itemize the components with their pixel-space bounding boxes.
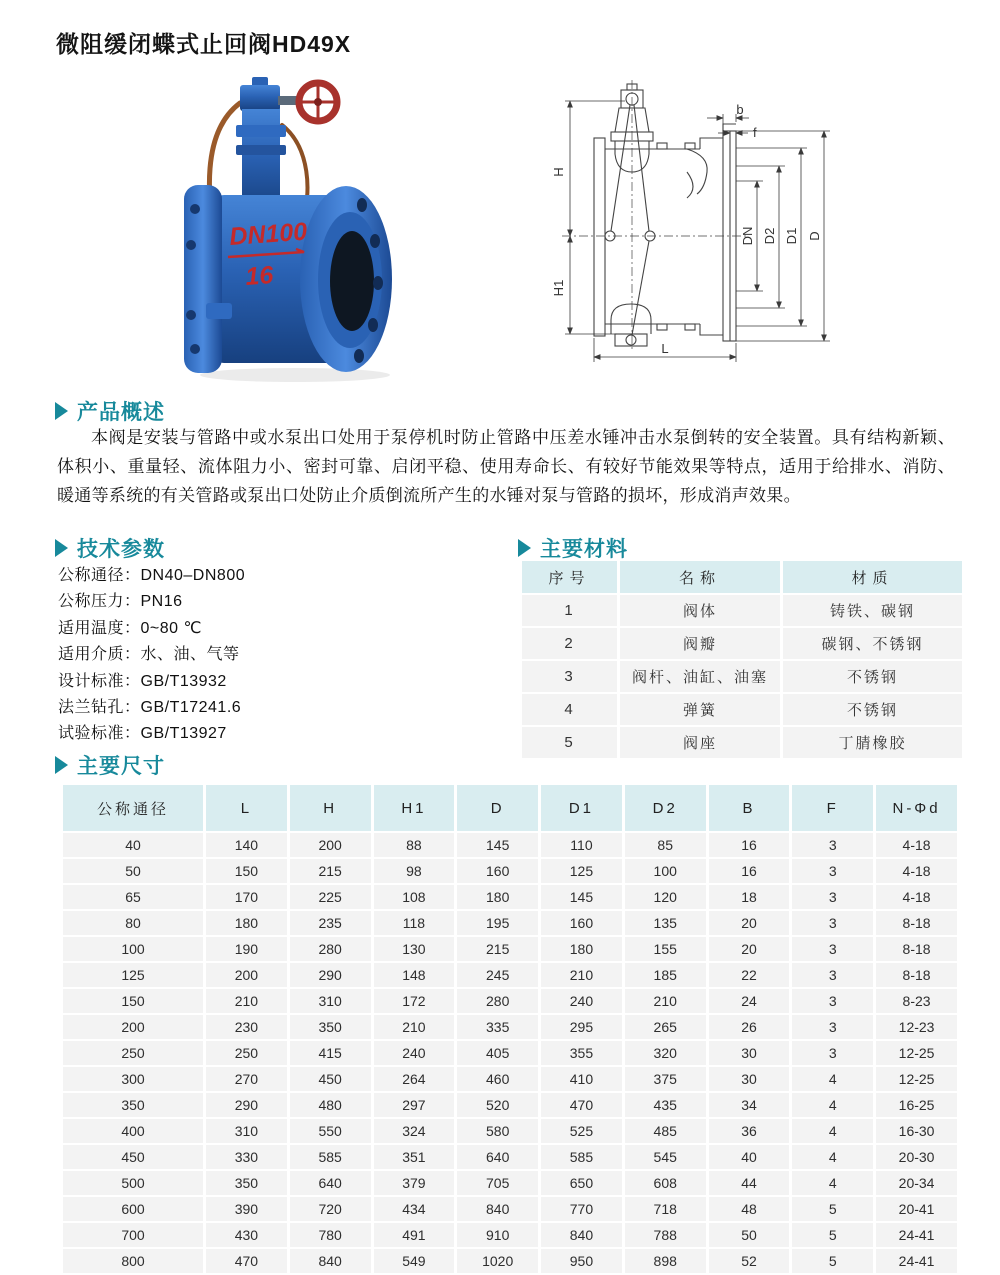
table-cell: 585 [541, 1145, 622, 1169]
table-cell: 290 [290, 963, 371, 987]
table-cell: 230 [206, 1015, 287, 1039]
table-cell: 20 [709, 937, 790, 961]
table-cell: 88 [374, 833, 455, 857]
table-cell: 210 [625, 989, 706, 1013]
column-header: B [709, 785, 790, 831]
table-cell: 阀座 [620, 727, 780, 758]
table-cell: 16-25 [876, 1093, 957, 1117]
table-cell: 4 [792, 1119, 873, 1143]
table-cell: 108 [374, 885, 455, 909]
table-cell: 295 [541, 1015, 622, 1039]
table-cell: 155 [625, 937, 706, 961]
table-cell: 50 [709, 1223, 790, 1247]
column-header: L [206, 785, 287, 831]
table-cell: 110 [541, 833, 622, 857]
table-cell: 324 [374, 1119, 455, 1143]
table-cell: 335 [457, 1015, 538, 1039]
section-heading-label: 产品概述 [77, 401, 165, 424]
table-cell: 18 [709, 885, 790, 909]
table-cell: 705 [457, 1171, 538, 1195]
table-cell: 98 [374, 859, 455, 883]
bolt-hole [368, 318, 378, 332]
table-cell: 240 [374, 1041, 455, 1065]
table-cell: 210 [541, 963, 622, 987]
table-cell: 阀杆、油缸、油塞 [620, 661, 780, 692]
dim-label-D1: D1 [784, 227, 799, 245]
table-row [522, 628, 962, 659]
section-heading-tech-params [55, 533, 165, 563]
table-cell: 718 [625, 1197, 706, 1221]
dim-label-D2: D2 [762, 227, 777, 245]
table-cell: 135 [625, 911, 706, 935]
page-title: 微阻缓闭蝶式止回阀HD49X [56, 31, 352, 57]
table-cell: 16 [709, 833, 790, 857]
table-cell: 34 [709, 1093, 790, 1117]
table-cell: 5 [792, 1197, 873, 1221]
table-cell: 3 [792, 885, 873, 909]
dim-label-H: H [551, 167, 566, 177]
table-cell: 5 [792, 1223, 873, 1247]
bolt-hole [370, 234, 380, 248]
section-heading-overview [55, 396, 165, 426]
dimensions-header-row [63, 785, 957, 831]
table-cell: 434 [374, 1197, 455, 1221]
table-cell: 300 [63, 1067, 203, 1091]
table-cell: 585 [290, 1145, 371, 1169]
table-cell: 44 [709, 1171, 790, 1195]
tech-param-line: 适用介质：水、油、气等 [58, 646, 240, 664]
table-cell: 阀瓣 [620, 628, 780, 659]
table-cell: 200 [290, 833, 371, 857]
hex-plug [206, 303, 232, 319]
table-cell: 580 [457, 1119, 538, 1143]
table-cell: 250 [206, 1041, 287, 1065]
table-cell: 2 [522, 628, 617, 659]
table-cell: 145 [457, 833, 538, 857]
table-cell: 405 [457, 1041, 538, 1065]
table-cell: 24-41 [876, 1223, 957, 1247]
table-cell: 100 [63, 937, 203, 961]
table-cell: 22 [709, 963, 790, 987]
table-cell: 265 [625, 1015, 706, 1039]
dimension-drawing [537, 76, 957, 376]
table-cell: 215 [457, 937, 538, 961]
technical-drawing [537, 76, 957, 381]
dim-label-DN: DN [740, 226, 755, 246]
table-cell: 720 [290, 1197, 371, 1221]
table-cell: 480 [290, 1093, 371, 1117]
column-header: 材质 [783, 561, 962, 593]
table-cell: 130 [374, 937, 455, 961]
table-cell: 400 [63, 1119, 203, 1143]
table-cell: 碳钢、不锈钢 [783, 628, 962, 659]
table-cell: 8-23 [876, 989, 957, 1013]
table-cell: 215 [290, 859, 371, 883]
section-arrow-icon [518, 539, 531, 557]
table-cell: 20-41 [876, 1197, 957, 1221]
tech-param-line: 公称通径：DN40–DN800 [58, 567, 246, 584]
table-cell: 210 [374, 1015, 455, 1039]
table-cell: 4-18 [876, 859, 957, 883]
table-cell: 650 [541, 1171, 622, 1195]
table-cell: 350 [206, 1171, 287, 1195]
materials-body [522, 595, 962, 758]
table-cell: 700 [63, 1223, 203, 1247]
table-row [522, 727, 962, 758]
table-cell: 770 [541, 1197, 622, 1221]
table-cell: 125 [63, 963, 203, 987]
table-cell: 65 [63, 885, 203, 909]
table-cell: 379 [374, 1171, 455, 1195]
body-label-pn: 16 [244, 261, 275, 291]
table-cell: 470 [206, 1249, 287, 1273]
table-cell: 50 [63, 859, 203, 883]
table-cell: 240 [541, 989, 622, 1013]
table-cell: 30 [709, 1067, 790, 1091]
table-cell: 190 [206, 937, 287, 961]
dim-label-L: L [661, 341, 669, 356]
table-cell: 36 [709, 1119, 790, 1143]
table-cell: 910 [457, 1223, 538, 1247]
table-cell: 4-18 [876, 885, 957, 909]
table-row [63, 1171, 957, 1195]
table-cell: 1020 [457, 1249, 538, 1273]
table-cell: 4 [792, 1171, 873, 1195]
table-cell: 12-25 [876, 1041, 957, 1065]
table-cell: 8-18 [876, 911, 957, 935]
table-cell: 3 [522, 661, 617, 692]
tech-param-line: 法兰钻孔：GB/T17241.6 [58, 698, 242, 716]
bolt-hole [357, 198, 367, 212]
table-cell: 320 [625, 1041, 706, 1065]
table-cell: 12-25 [876, 1067, 957, 1091]
column-header: F [792, 785, 873, 831]
table-row [63, 1067, 957, 1091]
table-cell: 430 [206, 1223, 287, 1247]
column-header: N-Φd [876, 785, 957, 831]
table-cell: 235 [290, 911, 371, 935]
dim-label-f: f [753, 125, 757, 140]
table-cell: 26 [709, 1015, 790, 1039]
table-cell: 410 [541, 1067, 622, 1091]
table-cell: 160 [457, 859, 538, 883]
dim-label-D: D [807, 231, 822, 241]
materials-table [519, 559, 965, 760]
table-cell: 297 [374, 1093, 455, 1117]
top-block [240, 85, 280, 111]
table-cell: 145 [541, 885, 622, 909]
table-cell: 549 [374, 1249, 455, 1273]
table-cell: 470 [541, 1093, 622, 1117]
bolt-hole [354, 349, 364, 363]
table-cell: 840 [541, 1223, 622, 1247]
table-cell: 弹簧 [620, 694, 780, 725]
table-cell: 520 [457, 1093, 538, 1117]
table-row [522, 694, 962, 725]
table-cell: 250 [63, 1041, 203, 1065]
table-cell: 200 [63, 1015, 203, 1039]
table-cell: 485 [625, 1119, 706, 1143]
table-cell: 640 [290, 1171, 371, 1195]
table-cell: 20-34 [876, 1171, 957, 1195]
section-heading-dimensions [55, 750, 165, 780]
tech-param-line: 公称压力：PN16 [58, 593, 183, 611]
valve-photo-illustration [170, 73, 430, 385]
bolt-hole [186, 240, 196, 250]
table-cell: 120 [625, 885, 706, 909]
column-header: H [290, 785, 371, 831]
tech-param-line: 设计标准：GB/T13932 [58, 672, 227, 690]
table-cell: 780 [290, 1223, 371, 1247]
tech-params-list [58, 563, 245, 748]
table-cell: 3 [792, 1041, 873, 1065]
table-cell: 351 [374, 1145, 455, 1169]
column-header: D2 [625, 785, 706, 831]
table-cell: 148 [374, 963, 455, 987]
table-cell: 150 [63, 989, 203, 1013]
table-cell: 460 [457, 1067, 538, 1091]
bolt-hole [186, 310, 196, 320]
table-row [63, 1249, 957, 1273]
table-cell: 80 [63, 911, 203, 935]
table-cell: 3 [792, 1015, 873, 1039]
table-cell: 24 [709, 989, 790, 1013]
table-cell: 180 [457, 885, 538, 909]
column-header: D1 [541, 785, 622, 831]
tech-param-line: 试验标准：GB/T13927 [58, 725, 227, 743]
table-cell: 355 [541, 1041, 622, 1065]
table-cell: 铸铁、碳钢 [783, 595, 962, 626]
table-cell: 525 [541, 1119, 622, 1143]
table-cell: 4 [792, 1145, 873, 1169]
table-cell: 840 [457, 1197, 538, 1221]
table-cell: 5 [792, 1249, 873, 1273]
table-cell: 245 [457, 963, 538, 987]
handwheel-hub [314, 98, 322, 106]
table-cell: 20 [709, 911, 790, 935]
table-cell: 180 [541, 937, 622, 961]
table-row [522, 661, 962, 692]
table-cell: 40 [63, 833, 203, 857]
bonnet-flange [236, 125, 286, 137]
table-cell: 290 [206, 1093, 287, 1117]
table-cell: 640 [457, 1145, 538, 1169]
table-cell: 435 [625, 1093, 706, 1117]
table-row [63, 1041, 957, 1065]
table-row [63, 1197, 957, 1221]
table-cell: 200 [206, 963, 287, 987]
column-header: 序号 [522, 561, 617, 593]
dim-label-b: b [736, 102, 744, 117]
table-row [63, 1093, 957, 1117]
table-row [522, 595, 962, 626]
table-cell: 12-23 [876, 1015, 957, 1039]
table-cell: 125 [541, 859, 622, 883]
table-row [63, 989, 957, 1013]
table-cell: 185 [625, 963, 706, 987]
column-header: 名称 [620, 561, 780, 593]
table-cell: 8-18 [876, 937, 957, 961]
table-row [63, 911, 957, 935]
table-cell: 3 [792, 937, 873, 961]
table-cell: 20-30 [876, 1145, 957, 1169]
product-photo [170, 73, 430, 390]
column-header: 公称通径 [63, 785, 203, 831]
table-cell: 415 [290, 1041, 371, 1065]
table-cell: 丁腈橡胶 [783, 727, 962, 758]
table-cell: 8-18 [876, 963, 957, 987]
table-cell: 40 [709, 1145, 790, 1169]
dim-label-H1: H1 [551, 279, 566, 297]
section-heading-label: 主要尺寸 [77, 755, 165, 778]
table-cell: 4-18 [876, 833, 957, 857]
table-cell: 330 [206, 1145, 287, 1169]
table-cell: 170 [206, 885, 287, 909]
dimensions-body [63, 833, 957, 1273]
table-cell: 800 [63, 1249, 203, 1273]
section-heading-label: 主要材料 [540, 538, 628, 561]
table-cell: 450 [63, 1145, 203, 1169]
table-cell: 840 [290, 1249, 371, 1273]
table-cell: 24-41 [876, 1249, 957, 1273]
table-cell: 608 [625, 1171, 706, 1195]
table-cell: 3 [792, 989, 873, 1013]
table-cell: 350 [63, 1093, 203, 1117]
table-cell: 180 [206, 911, 287, 935]
section-arrow-icon [55, 756, 68, 774]
materials-header-row [522, 561, 962, 593]
table-cell: 30 [709, 1041, 790, 1065]
table-cell: 5 [522, 727, 617, 758]
bolt-hole [373, 276, 383, 290]
table-cell: 100 [625, 859, 706, 883]
table-cell: 210 [206, 989, 287, 1013]
dimensions-table [60, 783, 960, 1275]
table-cell: 不锈钢 [783, 694, 962, 725]
table-cell: 600 [63, 1197, 203, 1221]
table-cell: 16 [709, 859, 790, 883]
table-cell: 350 [290, 1015, 371, 1039]
table-cell: 390 [206, 1197, 287, 1221]
table-row [63, 1119, 957, 1143]
table-row [63, 1015, 957, 1039]
photo-shadow [200, 368, 390, 382]
table-cell: 225 [290, 885, 371, 909]
section-heading-label: 技术参数 [77, 538, 165, 561]
left-flange [184, 185, 222, 373]
table-cell: 310 [206, 1119, 287, 1143]
table-cell: 4 [792, 1067, 873, 1091]
table-cell: 3 [792, 859, 873, 883]
table-cell: 1 [522, 595, 617, 626]
table-cell: 140 [206, 833, 287, 857]
tech-param-line: 适用温度：0~80 ℃ [58, 619, 202, 637]
table-cell: 172 [374, 989, 455, 1013]
table-cell: 3 [792, 833, 873, 857]
body-label-dn: DN100 [228, 217, 309, 251]
bonnet-flange [236, 145, 286, 155]
table-cell: 500 [63, 1171, 203, 1195]
table-cell: 阀体 [620, 595, 780, 626]
section-arrow-icon [55, 402, 68, 420]
table-cell: 3 [792, 911, 873, 935]
overview-paragraph: 本阀是安装与管路中或水泵出口处用于泵停机时防止管路中压差水锤冲击水泵倒转的安全装置。具有结构新颖、体积小、重量轻、流体阻力小、密封可靠、启闭平稳、使用寿命长、有较好节能效果等特点，适用于给排水、消防、暖通等系统的有关管路或泵出口处防止介质倒流所产生的水锤对泵与管路的损坏，形成消声效果。 [57, 428, 955, 505]
bolt-hole [190, 344, 200, 354]
section-arrow-icon [55, 539, 68, 557]
table-row [63, 833, 957, 857]
table-cell: 788 [625, 1223, 706, 1247]
column-header: H1 [374, 785, 455, 831]
table-cell: 898 [625, 1249, 706, 1273]
table-cell: 160 [541, 911, 622, 935]
table-row [63, 1223, 957, 1247]
table-cell: 16-30 [876, 1119, 957, 1143]
table-cell: 280 [457, 989, 538, 1013]
table-cell: 195 [457, 911, 538, 935]
table-cell: 264 [374, 1067, 455, 1091]
table-cell: 270 [206, 1067, 287, 1091]
table-cell: 450 [290, 1067, 371, 1091]
table-cell: 950 [541, 1249, 622, 1273]
table-row [63, 859, 957, 883]
bolt-hole [190, 204, 200, 214]
table-row [63, 963, 957, 987]
table-cell: 85 [625, 833, 706, 857]
table-cell: 48 [709, 1197, 790, 1221]
table-cell: 3 [792, 963, 873, 987]
table-cell: 280 [290, 937, 371, 961]
table-cell: 52 [709, 1249, 790, 1273]
bore-hole [330, 231, 374, 331]
table-cell: 545 [625, 1145, 706, 1169]
table-cell: 550 [290, 1119, 371, 1143]
table-cell: 150 [206, 859, 287, 883]
table-cell: 4 [522, 694, 617, 725]
column-header: D [457, 785, 538, 831]
table-cell: 375 [625, 1067, 706, 1091]
table-cell: 491 [374, 1223, 455, 1247]
table-cell: 4 [792, 1093, 873, 1117]
table-cell: 不锈钢 [783, 661, 962, 692]
table-cell: 118 [374, 911, 455, 935]
table-cell: 310 [290, 989, 371, 1013]
table-row [63, 1145, 957, 1169]
table-row [63, 885, 957, 909]
table-row [63, 937, 957, 961]
